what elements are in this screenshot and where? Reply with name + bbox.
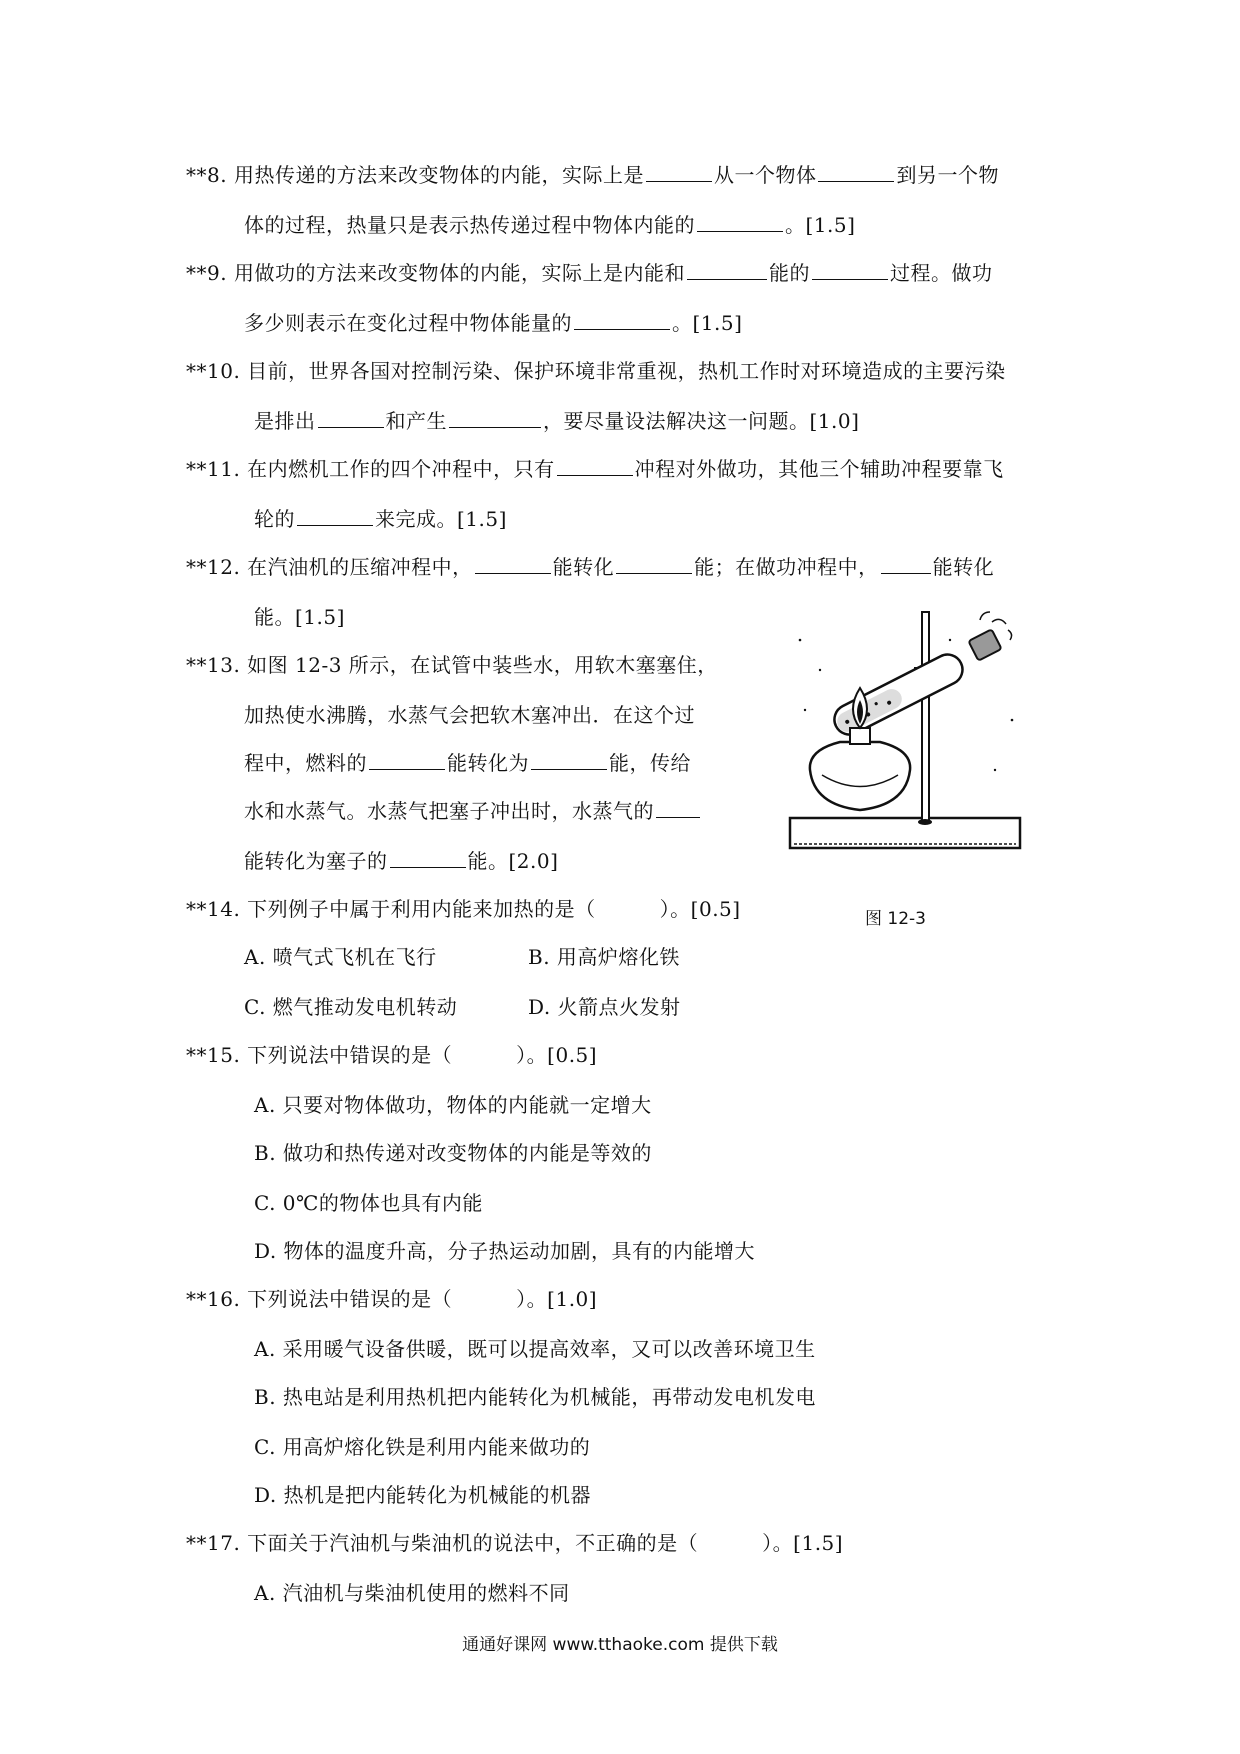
q16-option-a: A. 采用暖气设备供暖，既可以提高效率，又可以改善环境卫生 <box>254 1337 816 1361</box>
q16-option-b: B. 热电站是利用热机把内能转化为机械能，再带动发电机发电 <box>254 1385 816 1409</box>
q17-option-a: A. 汽油机与柴油机使用的燃料不同 <box>254 1581 570 1605</box>
q15-option-a: A. 只要对物体做功，物体的内能就一定增大 <box>254 1093 652 1117</box>
q13-blank-1[interactable] <box>369 751 445 770</box>
q14-option-c: C. 燃气推动发电机转动 <box>244 995 458 1019</box>
q14-option-b: B. 用高炉熔化铁 <box>528 945 680 969</box>
q8-blank-2[interactable] <box>818 163 894 182</box>
q9-text: 过程。做功 <box>889 261 993 285</box>
q12-line1 <box>186 554 994 580</box>
q8-text: 到另一个物 <box>896 163 999 187</box>
q13-line5 <box>244 848 558 874</box>
q12-text: 能；在做功冲程中， <box>694 555 879 579</box>
q10-text: 是排出 <box>254 409 316 433</box>
q15-text: ）。[0.5] <box>516 1043 598 1067</box>
q13-text: 能转化为塞子的 <box>244 849 388 873</box>
q16-option-c: C. 用高炉熔化铁是利用内能来做功的 <box>254 1435 591 1459</box>
q10-text: ，要尽量设法解决这一问题。[1.0] <box>543 409 860 433</box>
q11-blank-2[interactable] <box>297 507 373 526</box>
q9-text: 能的 <box>768 261 810 285</box>
q14-stem <box>186 896 741 922</box>
q8-text: **8. 用热传递的方法来改变物体的内能，实际上是 <box>186 163 644 187</box>
q16-stem <box>186 1286 597 1312</box>
q17-text: **17. 下面关于汽油机与柴油机的说法中，不正确的是（ <box>186 1531 699 1555</box>
q13-text: 程中，燃料的 <box>244 751 367 775</box>
test-tube <box>829 649 967 739</box>
q13-text: 能转化为 <box>447 751 529 775</box>
q9-text: 。[1.5] <box>672 311 743 335</box>
q11-text: **11. 在内燃机工作的四个冲程中，只有 <box>186 457 555 481</box>
q13-blank-3[interactable] <box>656 799 700 818</box>
q9-text: 多少则表示在变化过程中物体能量的 <box>244 311 572 335</box>
q10-blank-1[interactable] <box>318 409 384 428</box>
q17-stem <box>186 1530 843 1556</box>
q12-text: 能转化 <box>932 555 995 579</box>
page-footer: 通通好课网 www.tthaoke.com 提供下载 <box>462 1635 778 1655</box>
q16-text: ）。[1.0] <box>516 1287 598 1311</box>
test-tube-apparatus-figure <box>780 600 1040 880</box>
figure-caption: 图 12-3 <box>865 909 926 929</box>
q11-blank-1[interactable] <box>557 457 633 476</box>
q8-line1 <box>186 162 999 188</box>
q9-blank-2[interactable] <box>812 261 888 280</box>
q9-line2 <box>244 310 742 336</box>
q13-line1 <box>186 652 718 678</box>
q11-text: 轮的 <box>254 507 295 531</box>
q11-line2 <box>254 506 507 532</box>
q16-option-d: D. 热机是把内能转化为机械能的机器 <box>254 1483 592 1507</box>
q12-text: 能转化 <box>552 555 615 579</box>
q12-line2 <box>254 604 345 630</box>
q12-text: 能。[1.5] <box>254 605 345 629</box>
q16-text: **16. 下列说法中错误的是（ <box>186 1287 453 1311</box>
q8-text: 。[1.5] <box>785 213 856 237</box>
q13-line3 <box>244 750 691 776</box>
q15-option-d: D. 物体的温度升高，分子热运动加剧，具有的内能增大 <box>254 1239 756 1263</box>
q11-text: 来完成。[1.5] <box>375 507 507 531</box>
q10-text: 和产生 <box>385 409 447 433</box>
q8-blank-3[interactable] <box>697 213 783 232</box>
q12-blank-2[interactable] <box>616 555 692 574</box>
q13-text: 能，传给 <box>609 751 691 775</box>
q10-line2 <box>254 408 859 434</box>
q11-line1 <box>186 456 1004 482</box>
cork <box>968 629 1001 660</box>
q13-text: **13. 如图 12-3 所示，在试管中装些水，用软木塞塞住， <box>186 653 718 677</box>
q14-option-a: A. 喷气式飞机在飞行 <box>244 945 437 969</box>
q10-text: **10. 目前，世界各国对控制污染、保护环境非常重视，热机工作时对环境造成的主要污染 <box>186 359 1006 383</box>
q9-text: **9. 用做功的方法来改变物体的内能，实际上是内能和 <box>186 261 685 285</box>
q17-text: ）。[1.5] <box>762 1531 844 1555</box>
q15-text: **15. 下列说法中错误的是（ <box>186 1043 453 1067</box>
q15-stem <box>186 1042 597 1068</box>
q13-text: 加热使水沸腾，水蒸气会把软木塞冲出．在这个过 <box>244 703 695 727</box>
q13-blank-2[interactable] <box>531 751 607 770</box>
q10-line1 <box>186 358 1006 384</box>
q9-blank-1[interactable] <box>687 261 767 280</box>
stand-rod <box>922 612 929 822</box>
q13-blank-4[interactable] <box>390 849 466 868</box>
q13-text: 水和水蒸气。水蒸气把塞子冲出时，水蒸气的 <box>244 799 654 823</box>
q13-text: 能。[2.0] <box>467 849 559 873</box>
q10-blank-2[interactable] <box>449 409 541 428</box>
q15-option-b: B. 做功和热传递对改变物体的内能是等效的 <box>254 1141 652 1165</box>
q9-blank-3[interactable] <box>574 311 670 330</box>
q13-line2 <box>244 702 695 728</box>
q15-option-c: C. 0℃的物体也具有内能 <box>254 1191 483 1215</box>
q12-blank-3[interactable] <box>881 555 931 574</box>
q8-line2 <box>244 212 855 238</box>
q14-text: ）。[0.5] <box>659 897 741 921</box>
q14-option-d: D. 火箭点火发射 <box>528 995 681 1019</box>
q11-text: 冲程对外做功，其他三个辅助冲程要靠飞 <box>634 457 1004 481</box>
q14-text: **14. 下列例子中属于利用内能来加热的是（ <box>186 897 596 921</box>
q12-blank-1[interactable] <box>475 555 551 574</box>
q8-text: 从一个物体 <box>713 163 817 187</box>
q8-blank-1[interactable] <box>646 163 712 182</box>
q13-line4 <box>244 798 702 824</box>
q9-line1 <box>186 260 992 286</box>
q8-text: 体的过程，热量只是表示热传递过程中物体内能的 <box>244 213 695 237</box>
q12-text: **12. 在汽油机的压缩冲程中， <box>186 555 473 579</box>
